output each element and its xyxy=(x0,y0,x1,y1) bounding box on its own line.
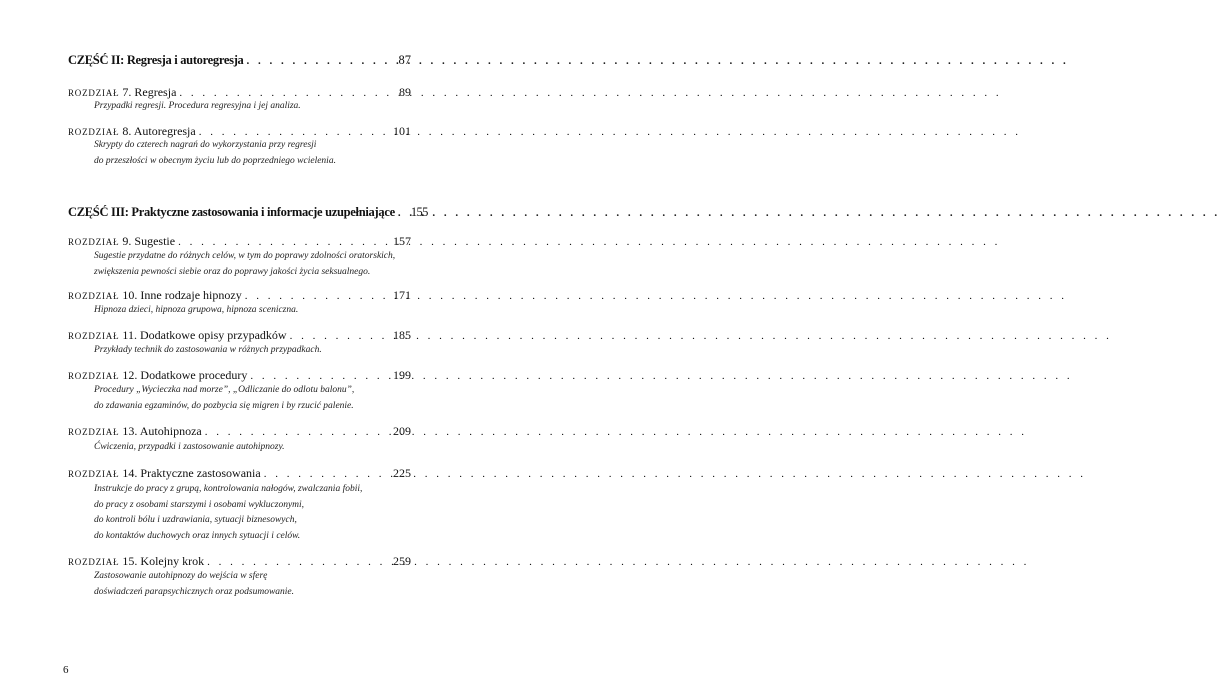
chapter-keyword: ROZDZIAŁ xyxy=(68,371,120,381)
chapter-description xyxy=(94,249,394,280)
chapter-title: 10. Inne rodzaje hipnozy xyxy=(122,288,242,302)
toc-chapter-entry xyxy=(68,368,411,383)
description-line: Procedury „Wycieczka nad morze”, „Odliczanie do odlotu balonu”, xyxy=(94,385,355,395)
toc-chapter-entry xyxy=(68,554,411,569)
chapter-description xyxy=(94,569,394,600)
toc-part-heading xyxy=(68,53,411,68)
chapter-page-number: 209 xyxy=(393,424,411,438)
chapter-keyword: ROZDZIAŁ xyxy=(68,427,120,437)
chapter-keyword: ROZDZIAŁ xyxy=(68,469,120,479)
toc-chapter-entry xyxy=(68,124,411,139)
chapter-description xyxy=(94,99,394,115)
dot-leader xyxy=(199,126,390,138)
description-line: Instrukcje do pracy z grupą, kontrolowania nałogów, zwalczania fobii, xyxy=(94,484,363,494)
dot-leader xyxy=(264,468,390,480)
chapter-description xyxy=(94,138,394,169)
toc-chapter-entry xyxy=(68,328,411,343)
chapter-page-number: 259 xyxy=(393,554,411,568)
chapter-keyword: ROZDZIAŁ xyxy=(68,237,120,247)
chapter-page-number: 157 xyxy=(393,234,411,248)
chapter-title: 15. Kolejny krok xyxy=(122,554,205,568)
chapter-title: 8. Autoregresja xyxy=(122,124,196,138)
dot-leader xyxy=(178,236,390,248)
chapter-keyword: ROZDZIAŁ xyxy=(68,331,120,341)
chapter-title: 12. Dodatkowe procedury xyxy=(122,368,248,382)
chapter-keyword: ROZDZIAŁ xyxy=(68,88,120,98)
description-line: do zdawania egzaminów, do pozbycia się migren i by rzucić palenie. xyxy=(94,400,354,411)
dot-leader xyxy=(245,290,390,302)
chapter-title: 9. Sugestie xyxy=(122,234,176,248)
book-page xyxy=(0,0,490,694)
description-line: Ćwiczenia, przypadki i zastosowanie autohipnozy. xyxy=(94,442,285,452)
chapter-page-number: 199 xyxy=(393,368,411,382)
part-title: CZĘŚĆ II: Regresja i autoregresja xyxy=(68,53,244,67)
chapter-keyword: ROZDZIAŁ xyxy=(68,127,120,137)
description-line: Przykłady technik do zastosowania w różnych przypadkach. xyxy=(94,345,322,355)
description-line: Sugestie przydatne do różnych celów, w tym do poprawy zdolności oratorskich, xyxy=(94,251,396,261)
part-title: CZĘŚĆ III: Praktyczne zastosowania i informacje uzupełniające xyxy=(68,205,395,219)
toc-chapter-entry xyxy=(68,466,411,481)
chapter-description xyxy=(94,343,394,359)
description-line: doświadczeń parapsychicznych oraz podsumowanie. xyxy=(94,586,295,597)
toc-chapter-entry xyxy=(68,85,411,100)
page-number: 6 xyxy=(63,664,69,676)
description-line: zwiększenia pewności siebie oraz do poprawy jakości życia seksualnego. xyxy=(94,266,371,277)
chapter-description xyxy=(94,482,394,544)
dot-leader xyxy=(179,87,396,99)
chapter-title: 14. Praktyczne zastosowania xyxy=(122,466,261,480)
description-line: Przypadki regresji. Procedura regresyjna i jej analiza. xyxy=(94,101,301,111)
chapter-description xyxy=(94,303,394,319)
chapter-keyword: ROZDZIAŁ xyxy=(68,291,120,301)
chapter-title: 11. Dodatkowe opisy przypadków xyxy=(122,328,287,342)
chapter-description xyxy=(94,383,394,414)
dot-leader xyxy=(205,426,390,438)
chapter-description xyxy=(94,440,394,456)
chapter-title: 13. Autohipnoza xyxy=(122,424,202,438)
part-page-number: 87 xyxy=(398,53,411,67)
toc-chapter-entry xyxy=(68,424,411,439)
dot-leader xyxy=(398,207,408,219)
description-line: Skrypty do czterech nagrań do wykorzystania przy regresji xyxy=(94,140,317,150)
chapter-page-number: 101 xyxy=(393,124,411,138)
description-line: do przeszłości w obecnym życiu lub do poprzedniego wcielenia. xyxy=(94,155,336,166)
description-line: do pracy z osobami starszymi i osobami wykluczonymi, xyxy=(94,499,305,510)
part-page-number: 155 xyxy=(410,205,428,219)
toc-part-heading xyxy=(68,205,428,220)
description-line: do kontroli bólu i uzdrawiania, sytuacji biznesowych, xyxy=(94,515,297,525)
chapter-title: 7. Regresja xyxy=(122,85,177,99)
chapter-page-number: 171 xyxy=(393,288,411,302)
dot-leader xyxy=(247,55,396,67)
dot-leader xyxy=(250,370,390,382)
toc-chapter-entry xyxy=(68,288,411,303)
chapter-page-number: 185 xyxy=(393,328,411,342)
description-line: do kontaktów duchowych oraz innych sytuacji i celów. xyxy=(94,530,301,541)
toc-chapter-entry xyxy=(68,234,411,249)
chapter-page-number: 89 xyxy=(399,85,411,99)
dot-leader xyxy=(207,556,390,568)
description-line: Zastosowanie autohipnozy do wejścia w sferę xyxy=(94,571,268,581)
chapter-page-number: 225 xyxy=(393,466,411,480)
chapter-keyword: ROZDZIAŁ xyxy=(68,557,120,567)
description-line: Hipnoza dzieci, hipnoza grupowa, hipnoza sceniczna. xyxy=(94,305,299,315)
dot-leader xyxy=(290,330,390,342)
